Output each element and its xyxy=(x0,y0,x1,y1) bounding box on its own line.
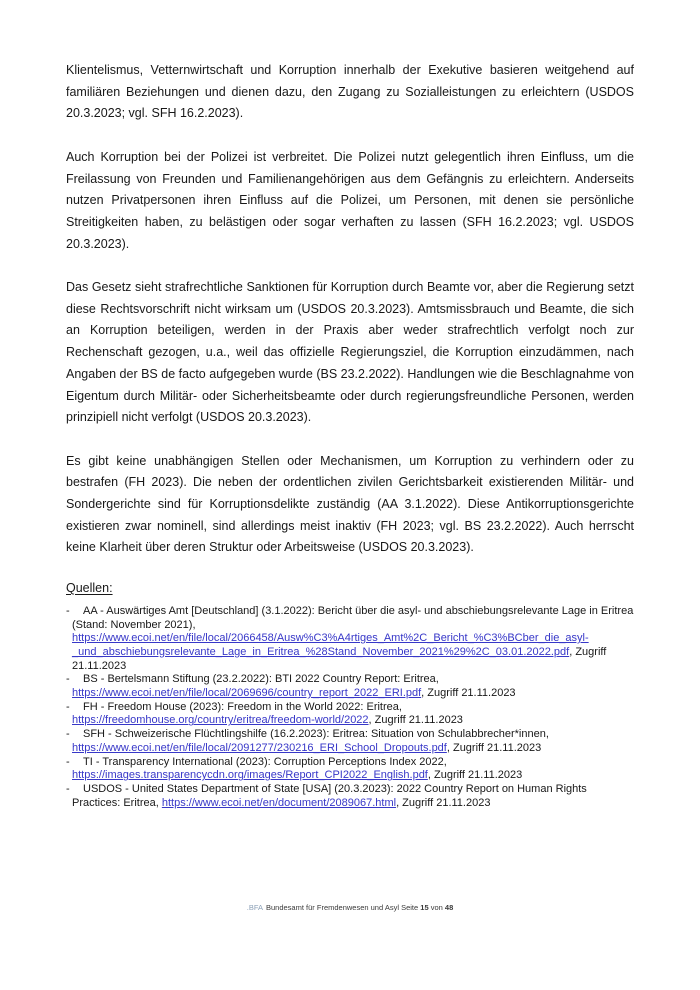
source-item xyxy=(66,756,634,783)
sources-heading: Quellen: xyxy=(66,580,113,595)
source-list xyxy=(66,605,634,811)
source-text: , Zugriff 21.11.2023 xyxy=(396,796,491,809)
source-text: , Zugriff 21.11.2023 xyxy=(446,741,542,754)
footer-org: Bundesamt für Fremdenwesen und Asyl xyxy=(266,903,399,912)
paragraphs xyxy=(66,60,634,559)
source-text: USDOS - United States Department of State [USA] (20.3.2023): 2022 Country Report on Human Rights Practices: Eritrea, xyxy=(72,782,587,809)
paragraph: Es gibt keine unabhängigen Stellen oder Mechanismen, um Korruption zu verhindern oder zu bestrafen (FH 2023). Die neben der ordentlichen zivilen Gerichtsbarkeit existierenden Militär- und Sondergerichte sind für Korruptionsdelikte zuständig (AA 3.1.2022). Diese Antikorruptionsgerichte existieren zwar nominell, sind allerdings meist inaktiv (FH 2023; vgl. BS 23.2.2022). Auch herrscht keine Klarheit über deren Struktur oder Arbeitsweise (USDOS 20.3.2023). xyxy=(66,453,634,555)
page-footer xyxy=(0,903,700,913)
bullet-dash: - xyxy=(66,782,70,795)
source-item xyxy=(66,701,634,728)
bullet-dash: - xyxy=(66,700,70,713)
bfa-logo: .BFA xyxy=(246,903,263,912)
paragraph: Auch Korruption bei der Polizei ist verbreitet. Die Polizei nutzt gelegentlich ihren Einfluss, um die Freilassung von Freunden und Familienangehörigen aus dem Gefängnis zu erleichtern. Anderseits nutzen Privatpersonen ihren Einfluss auf die Polizei, um Personen, mit denen sie persönliche Streitigkeiten haben, zu belästigen oder sogar verhaften zu lassen (SFH 16.2.2023; vgl. USDOS 20.3.2023). xyxy=(66,149,634,251)
bullet-dash: - xyxy=(66,755,70,768)
source-item xyxy=(66,728,634,755)
bullet-dash: - xyxy=(66,673,70,686)
bullet-dash: - xyxy=(66,604,70,617)
paragraph: Klientelismus, Vetternwirtschaft und Korruption innerhalb der Exekutive basieren weitgehend auf familiären Beziehungen und dienen dazu, den Zugang zu Sozialleistungen zu erleichtern (USDOS 20.3.2023; vgl. SFH 16.2.2023). xyxy=(66,63,634,121)
source-text: , Zugriff 21.11.2023 xyxy=(421,687,516,700)
source-text: TI - Transparency International (2023): Corruption Perceptions Index 2022, xyxy=(83,755,447,768)
footer-of-label: von xyxy=(430,903,443,912)
footer-page-label: Seite xyxy=(401,903,419,912)
source-text: , Zugriff 21.11.2023 xyxy=(72,645,607,672)
page-content xyxy=(66,60,634,810)
source-text: BS - Bertelsmann Stiftung (23.2.2022): BTI 2022 Country Report: Eritrea, xyxy=(83,673,439,686)
source-item xyxy=(66,605,634,674)
source-item xyxy=(66,783,634,810)
bullet-dash: - xyxy=(66,728,70,741)
footer-page-current: 15 xyxy=(420,903,429,912)
paragraph: Das Gesetz sieht strafrechtliche Sanktionen für Korruption durch Beamte vor, aber die Regierung setzt diese Rechtsvorschrift nicht wirksam um (USDOS 20.3.2023). Amtsmissbrauch und Beamte, die sich an Korruption beteiligen, werden in der Praxis aber weder strafrechtlich verfolgt noch zur Rechenschaft gezogen, u.a., weil das offizielle Regierungsziel, die Korruption einzudämmen, nach Angaben der BS de facto aufgegeben wurde (BS 23.2.2022). Handlungen wie die Beschlagnahme von Eigentum durch Militär- oder Sicherheitsbeamte oder durch regierungsfreundliche Personen, werden prinzipiell nicht verfolgt (USDOS 20.3.2023). xyxy=(66,280,634,425)
source-link[interactable]: https://freedomhouse.org/country/eritrea/freedom-world/2022 xyxy=(72,714,369,727)
source-text: AA - Auswärtiges Amt [Deutschland] (3.1.2022): Bericht über die asyl- und abschiebungsrelevante Lage in Eritrea (Stand: November 2021), xyxy=(72,604,634,631)
source-link[interactable]: https://www.ecoi.net/en/file/local/2091277/230216_ERI_School_Dropouts.pdf xyxy=(72,741,447,754)
source-text: , Zugriff 21.11.2023 xyxy=(368,714,463,727)
source-link[interactable]: https://images.transparencycdn.org/images/Report_CPI2022_English.pdf xyxy=(72,769,428,782)
source-text: FH - Freedom House (2023): Freedom in the World 2022: Eritrea, xyxy=(83,700,402,713)
footer-page-total: 48 xyxy=(444,903,454,912)
source-item xyxy=(66,673,634,700)
source-link[interactable]: https://www.ecoi.net/en/file/local/2069696/country_report_2022_ERI.pdf xyxy=(72,687,422,700)
source-text: , Zugriff 21.11.2023 xyxy=(427,769,523,782)
source-text: SFH - Schweizerische Flüchtlingshilfe (16.2.2023): Eritrea: Situation von Schulabbrecher*innen, xyxy=(83,728,549,741)
source-link[interactable]: https://www.ecoi.net/en/document/2089067.html xyxy=(161,796,397,809)
source-link[interactable]: https://www.ecoi.net/en/file/local/2066458/Ausw%C3%A4rtiges_Amt%2C_Bericht_%C3%BCber_die_asyl-_und_abschiebungsrelevante_Lage_in_Eritrea_%28Stand_November_2021%29%2C_03.01.2022.pdf xyxy=(72,632,589,658)
